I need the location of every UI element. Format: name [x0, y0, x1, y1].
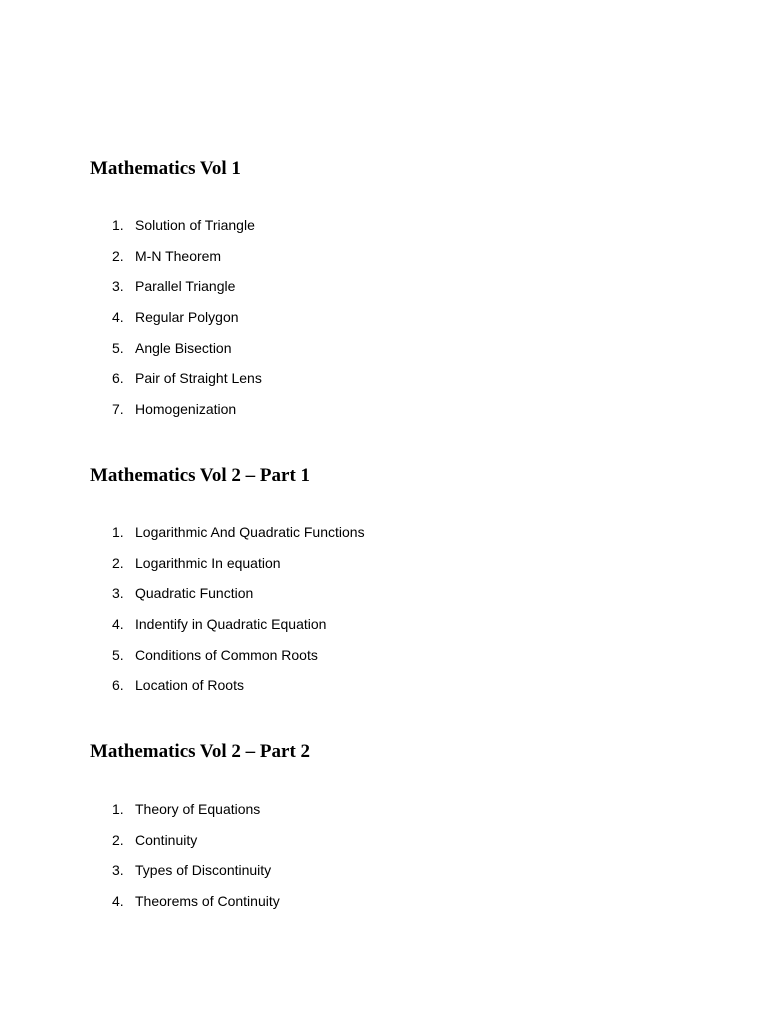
item-number: 6. — [112, 370, 124, 387]
item-number: 3. — [112, 585, 124, 602]
item-text: Angle Bisection — [135, 339, 232, 356]
item-text: Regular Polygon — [135, 309, 239, 326]
item-text: Solution of Triangle — [135, 217, 255, 233]
item-number: 4. — [112, 893, 124, 910]
item-text: Theory of Equations — [135, 801, 261, 817]
item-text: Indentify in Quadratic Equation — [135, 616, 327, 633]
item-text: Logarithmic And Quadratic Functions — [135, 524, 365, 540]
item-text: M-N Theorem — [135, 247, 222, 264]
item-text: Homogenization — [135, 401, 237, 418]
section-title: Mathematics Vol 1 — [90, 158, 241, 179]
item-text: Parallel Triangle — [135, 278, 236, 295]
item-text: Quadratic Function — [135, 585, 254, 602]
item-number: 4. — [112, 616, 124, 633]
item-text: Types of Discontinuity — [135, 862, 272, 879]
section-title: Mathematics Vol 2 – Part 2 — [90, 741, 311, 762]
item-number: 1. — [112, 801, 124, 817]
item-number: 5. — [112, 646, 124, 663]
item-number: 3. — [112, 278, 124, 295]
item-text: Continuity — [135, 831, 198, 848]
section-title: Mathematics Vol 2 – Part 1 — [90, 465, 311, 486]
item-text: Pair of Straight Lens — [135, 370, 262, 387]
item-number: 7. — [112, 401, 124, 418]
item-text: Theorems of Continuity — [135, 893, 280, 910]
item-number: 1. — [112, 524, 124, 540]
item-text: Conditions of Common Roots — [135, 646, 318, 663]
item-number: 6. — [112, 677, 124, 694]
item-number: 5. — [112, 339, 124, 356]
item-number: 3. — [112, 862, 124, 879]
section-vol1 — [90, 157, 730, 418]
item-number: 2. — [112, 831, 124, 848]
section-vol2-part2 — [90, 740, 730, 910]
item-number: 2. — [112, 247, 124, 264]
item-text: Logarithmic In equation — [135, 554, 281, 571]
item-number: 2. — [112, 554, 124, 571]
item-number: 4. — [112, 309, 124, 326]
item-text: Location of Roots — [135, 677, 244, 694]
section-vol2-part1 — [90, 464, 730, 694]
item-number: 1. — [112, 217, 124, 233]
